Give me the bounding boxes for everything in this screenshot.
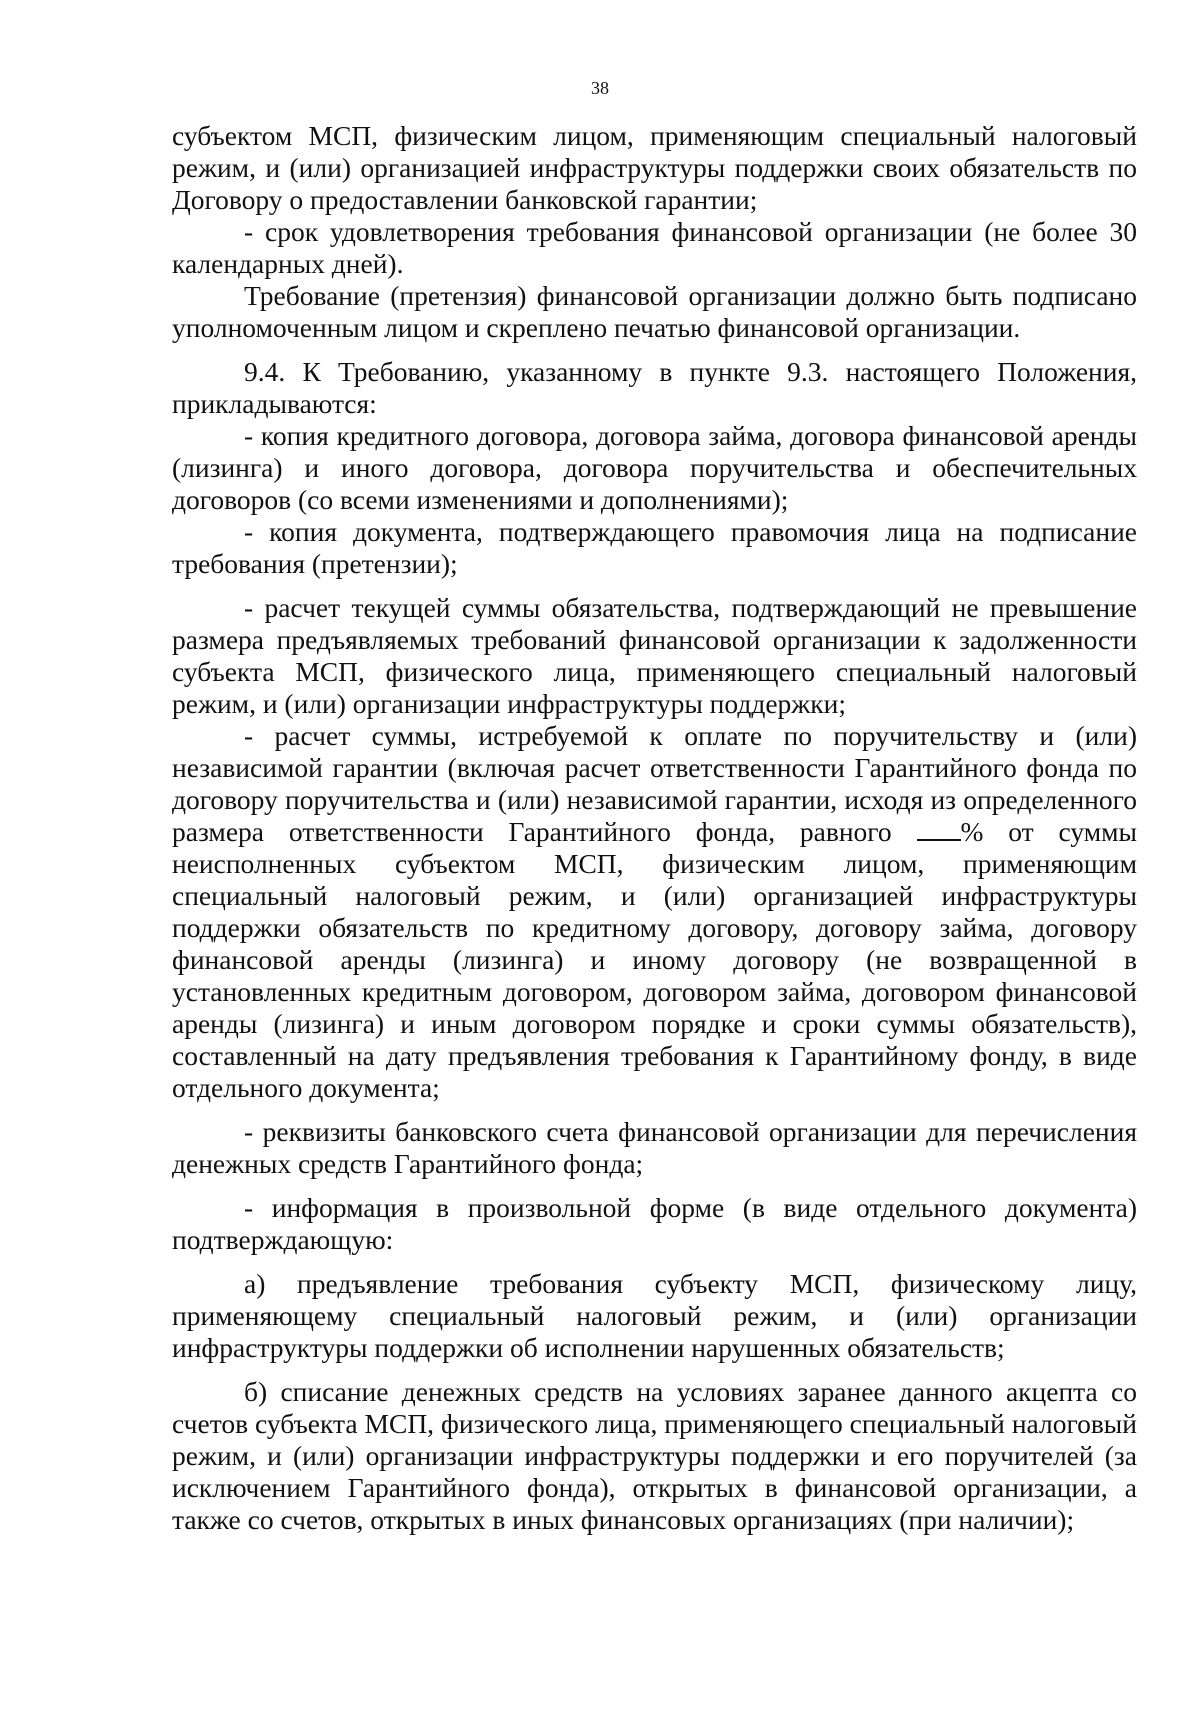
document-body	[172, 120, 1137, 1536]
list-item-bank-details: - реквизиты банковского счета финансовой организации для перечисления денежных средств Гарантийного фонда;	[172, 1116, 1137, 1179]
percent-blank-field	[917, 817, 961, 841]
list-item-authority-document-copy: - копия документа, подтверждающего правомочия лица на подписание требования (претензии);	[172, 516, 1137, 579]
paragraph-section-9-4: 9.4. К Требованию, указанному в пункте 9.3. настоящего Положения, прикладываются:	[172, 356, 1137, 419]
paragraph-signature-requirement: Требование (претензия) финансовой организации должно быть подписано уполномоченным лицом и скреплено печатью финансовой организации.	[172, 280, 1137, 343]
list-item-free-form-info: - информация в произвольной форме (в виде отдельного документа) подтверждающую:	[172, 1192, 1137, 1255]
sub-item-a: а) предъявление требования субъекту МСП, физическому лицу, применяющему специальный налоговый режим, и (или) организации инфраструктуры поддержки об исполнении нарушенных обязательств;	[172, 1268, 1137, 1363]
paragraph-deadline: - срок удовлетворения требования финансовой организации (не более 30 календарных дней).	[172, 216, 1137, 279]
paragraph-continuation: субъектом МСП, физическим лицом, применяющим специальный налоговый режим, и (или) организацией инфраструктуры поддержки своих обязательств по Договору о предоставлении банковской гарантии;	[172, 120, 1137, 215]
guarantee-calc-text-start: - расчет суммы, истребуемой к оплате по поручительству и (или) независимой гарантии (включая расчет ответственности Гарантийного фонда по договору поручительства и (или) независимой гарантии, исходя из определенного размера ответственности Гарантийного фонда, равного	[172, 720, 1137, 847]
page-number: 38	[591, 78, 609, 98]
guarantee-calc-text-end: % от суммы неисполненных субъектом МСП, физическим лицом, применяющим специальный налоговый режим, и (или) организацией инфраструктуры поддержки обязательств по кредитному договору, договору займа, договору финансовой аренды (лизинга) и иному договору (не возвращенной в установленных кредитным договором, договором займа, договором финансовой аренды (лизинга) и иным договором порядке и сроки суммы обязательств), составленный на дату предъявления требования к Гарантийному фонду, в виде отдельного документа;	[172, 816, 1137, 1103]
sub-item-b: б) списание денежных средств на условиях заранее данного акцепта со счетов субъекта МСП, физического лица, применяющего специальный налоговый режим, и (или) организации инфраструктуры поддержки и его поручителей (за исключением Гарантийного фонда), открытых в финансовой организации, а также со счетов, открытых в иных финансовых организациях (при наличии);	[172, 1376, 1137, 1535]
list-item-guarantee-calc	[172, 720, 1137, 1104]
list-item-current-obligation-calc: - расчет текущей суммы обязательства, подтверждающий не превышение размера предъявляемых требований финансовой организации к задолженности субъекта МСП, физического лица, применяющего специальный налоговый режим, и (или) организации инфраструктуры поддержки;	[172, 592, 1137, 719]
list-item-credit-agreement-copy: - копия кредитного договора, договора займа, договора финансовой аренды (лизинга) и иного договора, договора поручительства и обеспечительных договоров (со всеми изменениями и дополнениями);	[172, 420, 1137, 515]
